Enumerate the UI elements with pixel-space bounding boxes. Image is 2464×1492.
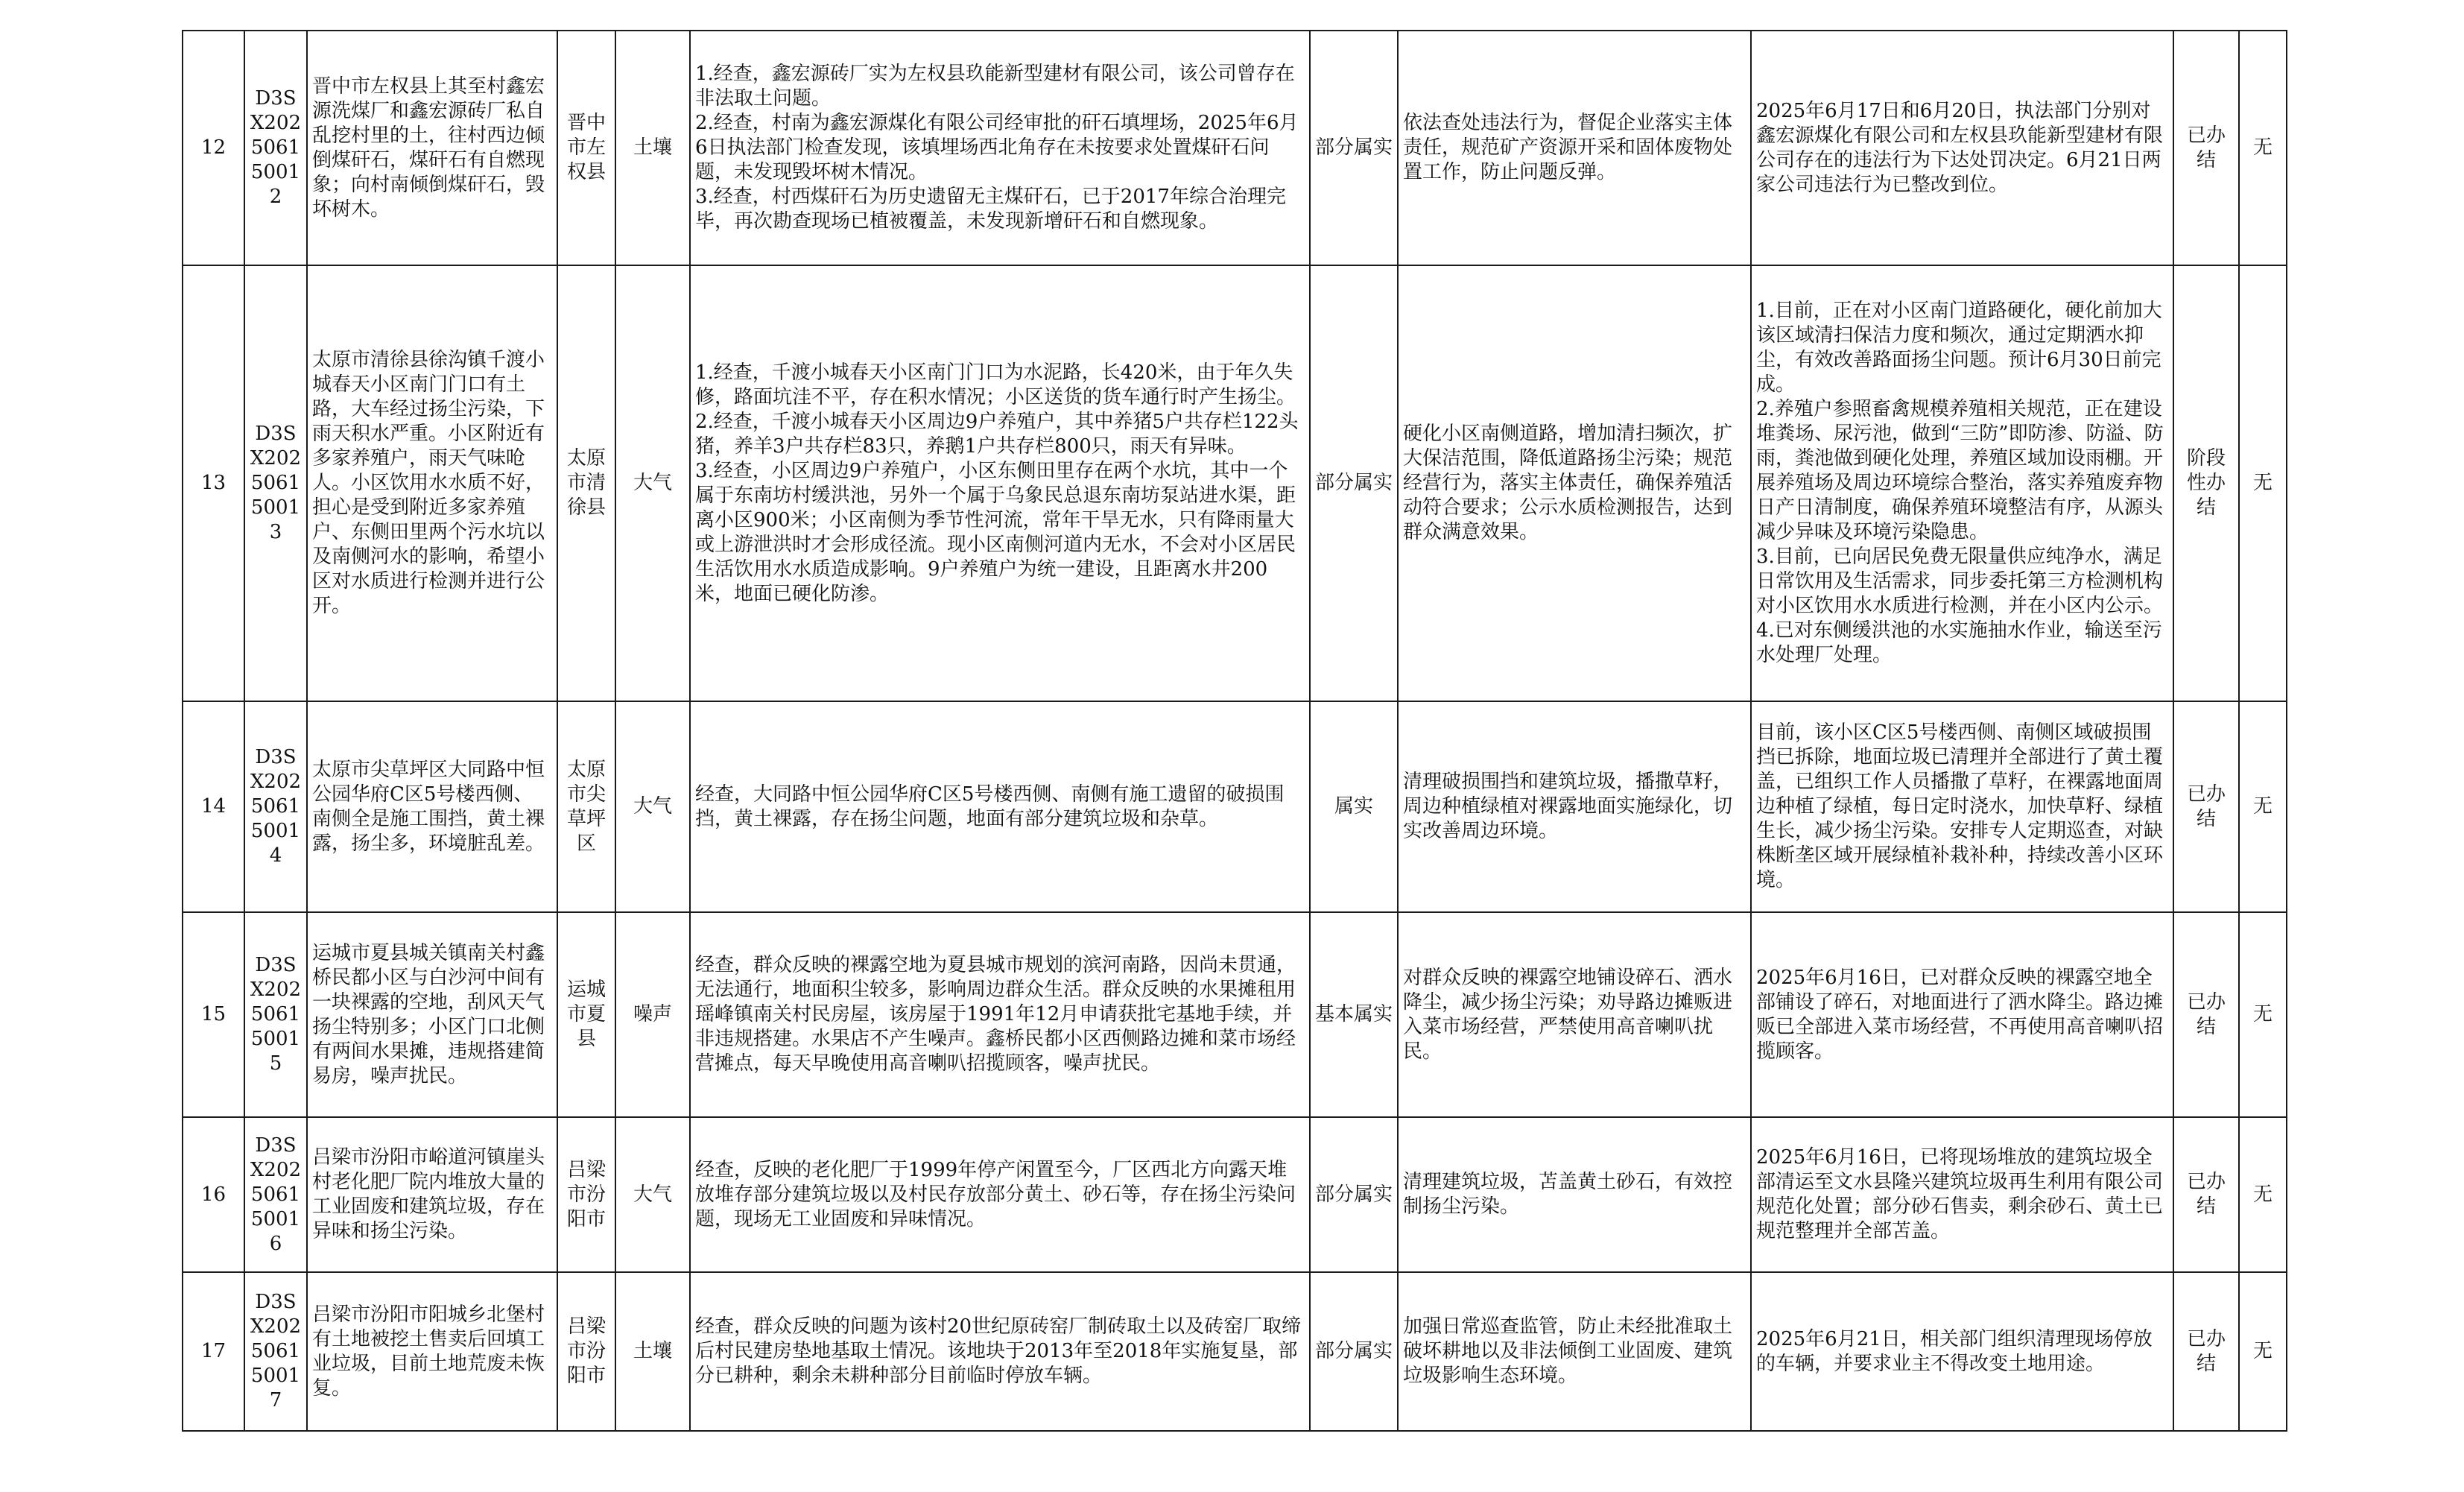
finding-paragraph: 经查，群众反映的裸露空地为夏县城市规划的滨河南路，因尚未贯通，无法通行，地面积尘较多，影响周边群众生活。群众反映的水果摊租用瑶峰镇南关村民房屋，该房屋于1991年12月申请获批宅基地手续，并非违规搭建。水果店不产生噪声。鑫桥民都小区西侧路边摊和菜市场经营摊点，每天早晚使用高音喇叭招揽顾客，噪声扰民。 [695, 954, 1296, 1075]
pollution-type: 大气 [615, 701, 690, 912]
handling-measures: 清理建筑垃圾，苫盖黄土砂石，有效控制扬尘污染。 [1398, 1117, 1751, 1272]
administrative-area: 太原市尖草坪区 [557, 701, 615, 912]
finding-paragraph: 3.经查，村西煤矸石为历史遗留无主煤矸石，已于2017年综合治理完毕，再次勘查现场已植被覆盖，未发现新增矸石和自燃现象。 [695, 186, 1286, 233]
case-code: D3SX202506150014 [244, 701, 307, 912]
finding-paragraph: 3.经查，小区周边9户养殖户，小区东侧田里存在两个水坑，其中一个属于东南坊村缓洪池，另外一个属于乌象民总退东南坊泵站进水渠，距离小区900米；小区南侧为季节性河流，常年干旱无水，只有降雨量大或上游泄洪时才会形成径流。现小区南侧河道内无水，不会对小区居民生活饮用水水质造成影响。9户养殖户为统一建设，且距离水井200米，地面已硬化防渗。 [695, 459, 1296, 605]
row-number: 15 [183, 912, 244, 1117]
finding-paragraph: 1.经查，鑫宏源砖厂实为左权县玖能新型建材有限公司，该公司曾存在非法取土问题。 [695, 63, 1295, 110]
finding-paragraph: 1.经查，千渡小城春天小区南门门口为水泥路，长420米，由于年久失修，路面坑洼不平，存在积水情况；小区送货的货车通行时产生扬尘。 [695, 361, 1296, 408]
row-number: 16 [183, 1117, 244, 1272]
complaint-content: 吕梁市汾阳市峪道河镇崖头村老化肥厂院内堆放大量的工业固废和建筑垃圾，存在异味和扬尘污染。 [307, 1117, 557, 1272]
pollution-type: 土壤 [615, 1272, 690, 1431]
pollution-type: 土壤 [615, 31, 690, 265]
administrative-area: 太原市清徐县 [557, 265, 615, 701]
result-paragraph: 2025年6月16日，已对群众反映的裸露空地全部铺设了碎石，对地面进行了洒水降尘。路边摊贩已全部进入菜市场经营，不再使用高音喇叭招揽顾客。 [1756, 966, 2164, 1063]
case-status: 已办结 [2173, 912, 2239, 1117]
case-code: D3SX202506150013 [244, 265, 307, 701]
administrative-area: 吕梁市汾阳市 [557, 1117, 615, 1272]
case-code: D3SX202506150016 [244, 1117, 307, 1272]
verification-verdict: 部分属实 [1310, 1272, 1398, 1431]
result-paragraph: 3.目前，已向居民免费无限量供应纯净水，满足日常饮用及生活需求，同步委托第三方检测机构对小区饮用水水质进行检测，并在小区内公示。 [1756, 546, 2164, 617]
rectification-result [1751, 265, 2173, 701]
case-code: D3SX202506150012 [244, 31, 307, 265]
finding-paragraph: 经查，反映的老化肥厂于1999年停产闲置至今，厂区西北方向露天堆放堆存部分建筑垃圾以及村民存放部分黄土、砂石等，存在扬尘污染问题，现场无工业固废和异味情况。 [695, 1158, 1296, 1230]
administrative-area: 运城市夏县 [557, 912, 615, 1117]
case-status: 已办结 [2173, 31, 2239, 265]
verification-verdict: 部分属实 [1310, 31, 1398, 265]
row-number: 12 [183, 31, 244, 265]
table-row [183, 31, 2287, 265]
table-row [183, 912, 2287, 1117]
verification-verdict: 部分属实 [1310, 265, 1398, 701]
complaint-content: 太原市尖草坪区大同路中恒公园华府C区5号楼西侧、南侧全是施工围挡，黄土裸露，扬尘多，环境脏乱差。 [307, 701, 557, 912]
handling-measures: 硬化小区南侧道路，增加清扫频次，扩大保洁范围，降低道路扬尘污染；规范经营行为，落实主体责任，确保养殖活动符合要求；公示水质检测报告，达到群众满意效果。 [1398, 265, 1751, 701]
handling-measures: 依法查处违法行为，督促企业落实主体责任，规范矿产资源开采和固体废物处置工作，防止问题反弹。 [1398, 31, 1751, 265]
accountability-note: 无 [2239, 265, 2287, 701]
result-paragraph: 2025年6月17日和6月20日，执法部门分别对鑫宏源煤化有限公司和左权县玖能新型建材有限公司存在的违法行为下达处罚决定。6月21日两家公司违法行为已整改到位。 [1756, 99, 2164, 196]
handling-measures: 对群众反映的裸露空地铺设碎石、洒水降尘，减少扬尘污染；劝导路边摊贩进入菜市场经营，严禁使用高音喇叭扰民。 [1398, 912, 1751, 1117]
result-paragraph: 目前，该小区C区5号楼西侧、南侧区域破损围挡已拆除，地面垃圾已清理并全部进行了黄土覆盖，已组织工作人员播撒了草籽，在裸露地面周边种植了绿植，每日定时浇水，加快草籽、绿植生长，减少扬尘污染。安排专人定期巡查，对缺株断垄区域开展绿植补栽补种，持续改善小区环境。 [1756, 721, 2164, 891]
result-paragraph: 2025年6月16日，已将现场堆放的建筑垃圾全部清运至文水县隆兴建筑垃圾再生利用有限公司规范化处置；部分砂石售卖，剩余砂石、黄土已规范整理并全部苫盖。 [1756, 1146, 2164, 1242]
case-code: D3SX202506150017 [244, 1272, 307, 1431]
finding-paragraph: 经查，群众反映的问题为该村20世纪原砖窑厂制砖取土以及砖窑厂取缔后村民建房垫地基取土情况。该地块于2013年至2018年实施复垦，部分已耕种，剩余未耕种部分目前临时停放车辆。 [695, 1315, 1302, 1387]
complaint-content: 吕梁市汾阳市阳城乡北堡村有土地被挖土售卖后回填工业垃圾，目前土地荒废未恢复。 [307, 1272, 557, 1431]
rectification-result [1751, 912, 2173, 1117]
row-number: 14 [183, 701, 244, 912]
complaint-content: 运城市夏县城关镇南关村鑫桥民都小区与白沙河中间有一块裸露的空地，刮风天气扬尘特别多；小区门口北侧有两间水果摊，违规搭建简易房，噪声扰民。 [307, 912, 557, 1117]
row-number: 17 [183, 1272, 244, 1431]
finding-paragraph: 经查，大同路中恒公园华府C区5号楼西侧、南侧有施工遗留的破损围挡，黄土裸露，存在扬尘问题，地面有部分建筑垃圾和杂草。 [695, 783, 1285, 830]
complaint-content: 太原市清徐县徐沟镇千渡小城春天小区南门门口有土路，大车经过扬尘污染，下雨天积水严重。小区附近有多家养殖户，雨天气味呛人。小区饮用水水质不好，担心是受到附近多家养殖户、东侧田里两个污水坑以及南侧河水的影响，希望小区对水质进行检测并进行公开。 [307, 265, 557, 701]
result-paragraph: 2025年6月21日，相关部门组织清理现场停放的车辆，并要求业主不得改变土地用途。 [1756, 1327, 2153, 1375]
accountability-note: 无 [2239, 31, 2287, 265]
result-paragraph: 2.养殖户参照畜禽规模养殖相关规范，正在建设堆粪场、尿污池，做到“三防”即防渗、防溢、防雨，粪池做到硬化处理，养殖区域加设雨棚。开展养殖场及周边环境综合整治，落实养殖废弃物日产日清制度，确保养殖环境整洁有序，从源头减少异味及环境污染隐患。 [1756, 398, 2164, 543]
pollution-type: 噪声 [615, 912, 690, 1117]
table-row [183, 1117, 2287, 1272]
accountability-note: 无 [2239, 1117, 2287, 1272]
investigation-findings [690, 265, 1310, 701]
handling-measures: 清理破损围挡和建筑垃圾，播撒草籽，周边种植绿植对裸露地面实施绿化，切实改善周边环境。 [1398, 701, 1751, 912]
pollution-type: 大气 [615, 265, 690, 701]
case-status: 已办结 [2173, 1272, 2239, 1431]
case-status: 已办结 [2173, 701, 2239, 912]
table-row [183, 265, 2287, 701]
rectification-result [1751, 1272, 2173, 1431]
result-paragraph: 1.目前，正在对小区南门道路硬化，硬化前加大该区域清扫保洁力度和频次，通过定期洒水抑尘，有效改善路面扬尘问题。预计6月30日前完成。 [1756, 300, 2162, 396]
investigation-findings [690, 1117, 1310, 1272]
row-number: 13 [183, 265, 244, 701]
administrative-area: 晋中市左权县 [557, 31, 615, 265]
pollution-type: 大气 [615, 1117, 690, 1272]
verification-verdict: 基本属实 [1310, 912, 1398, 1117]
finding-paragraph: 2.经查，村南为鑫宏源煤化有限公司经审批的矸石填埋场，2025年6月6日执法部门检查发现，该填埋场西北角存在未按要求处置煤矸石问题，未发现毁坏树木情况。 [695, 112, 1299, 183]
investigation-findings [690, 912, 1310, 1117]
accountability-note: 无 [2239, 912, 2287, 1117]
table-body [183, 31, 2287, 1431]
complaint-content: 晋中市左权县上其至村鑫宏源洗煤厂和鑫宏源砖厂私自乱挖村里的土，往村西边倾倒煤矸石，煤矸石有自燃现象；向村南倾倒煤矸石，毁坏树木。 [307, 31, 557, 265]
investigation-findings [690, 1272, 1310, 1431]
handling-measures: 加强日常巡查监管，防止未经批准取土破坏耕地以及非法倾倒工业固废、建筑垃圾影响生态环境。 [1398, 1272, 1751, 1431]
table-row [183, 1272, 2287, 1431]
verification-verdict: 部分属实 [1310, 1117, 1398, 1272]
table-row [183, 701, 2287, 912]
investigation-findings [690, 701, 1310, 912]
investigation-findings [690, 31, 1310, 265]
rectification-result [1751, 701, 2173, 912]
case-status: 阶段性办结 [2173, 265, 2239, 701]
accountability-note: 无 [2239, 1272, 2287, 1431]
complaint-handling-table [182, 30, 2287, 1432]
accountability-note: 无 [2239, 701, 2287, 912]
rectification-result [1751, 1117, 2173, 1272]
case-status: 已办结 [2173, 1117, 2239, 1272]
case-code: D3SX202506150015 [244, 912, 307, 1117]
finding-paragraph: 2.经查，千渡小城春天小区周边9户养殖户，其中养猪5户共存栏122头猪，养羊3户共存栏83只，养鹅1户共存栏800只，雨天有异味。 [695, 410, 1299, 458]
result-paragraph: 4.已对东侧缓洪池的水实施抽水作业，输送至污水处理厂处理。 [1756, 619, 2162, 666]
rectification-result [1751, 31, 2173, 265]
administrative-area: 吕梁市汾阳市 [557, 1272, 615, 1431]
verification-verdict: 属实 [1310, 701, 1398, 912]
